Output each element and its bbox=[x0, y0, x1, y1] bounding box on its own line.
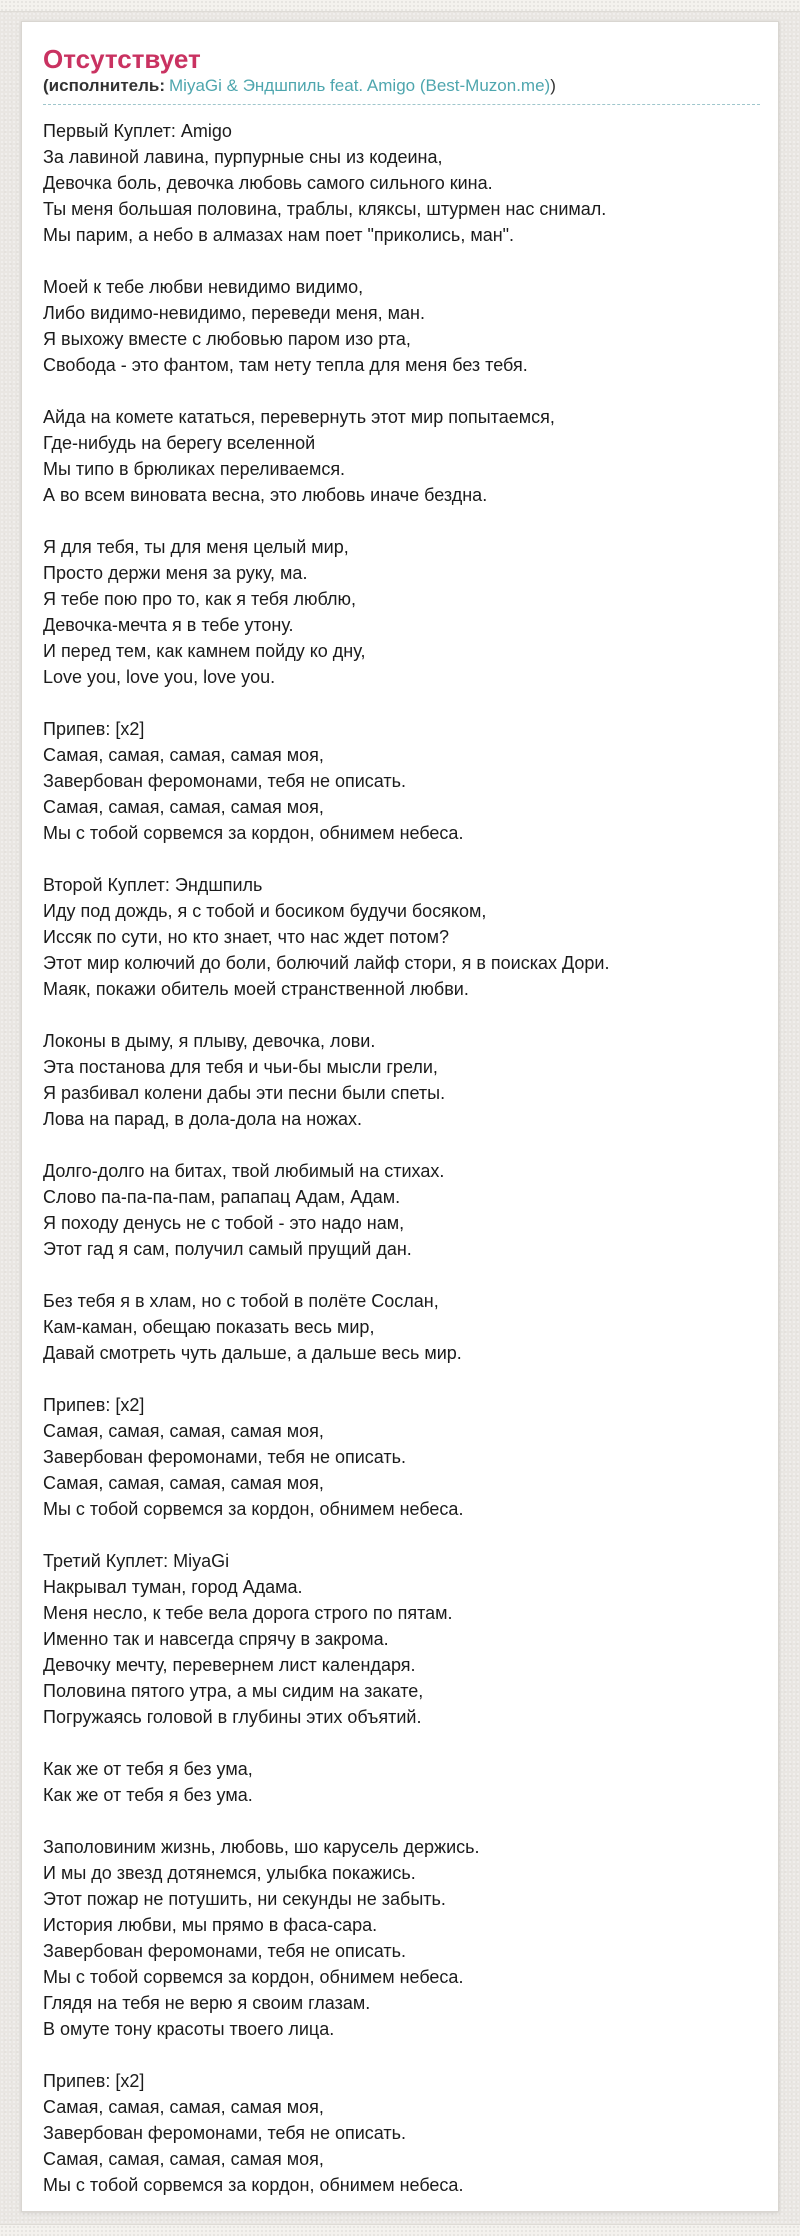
lyrics-line: Заполовиним жизнь, любовь, шо карусель держись. bbox=[43, 1837, 480, 1857]
lyrics-card bbox=[21, 21, 779, 2212]
lyrics-line: Глядя на тебя не верю я своим глазам. bbox=[43, 1993, 371, 2013]
lyrics-line: Именно так и навсегда спрячу в закрома. bbox=[43, 1629, 389, 1649]
lyrics-line: Кам-каман, обещаю показать весь мир, bbox=[43, 1317, 375, 1337]
lyrics-stanza bbox=[43, 1548, 760, 1730]
lyrics-line: Я походу денусь не с тобой - это надо нам, bbox=[43, 1213, 405, 1233]
artist-link[interactable]: MiyaGi & Эндшпиль feat. Amigo (Best-Muzon.me) bbox=[169, 76, 551, 95]
lyrics-line: Завербован феромонами, тебя не описать. bbox=[43, 771, 407, 791]
lyrics-line: За лавиной лавина, пурпурные сны из кодеина, bbox=[43, 147, 443, 167]
lyrics-line: Накрывал туман, город Адама. bbox=[43, 1577, 303, 1597]
lyrics-line: Этот пожар не потушить, ни секунды не забыть. bbox=[43, 1889, 446, 1909]
lyrics-line: Либо видимо-невидимо, переведи меня, ман. bbox=[43, 303, 425, 323]
lyrics-line: Долго-долго на битах, твой любимый на стихах. bbox=[43, 1161, 445, 1181]
lyrics-line: Самая, самая, самая, самая моя, bbox=[43, 745, 324, 765]
lyrics-line: Эта постанова для тебя и чьи-бы мысли грели, bbox=[43, 1057, 438, 1077]
page-title: Отсутствует bbox=[43, 44, 201, 74]
lyrics-line: И перед тем, как камнем пойду ко дну, bbox=[43, 641, 366, 661]
song-header bbox=[43, 45, 760, 105]
lyrics-line: Иссяк по сути, но кто знает, что нас ждет потом? bbox=[43, 927, 449, 947]
lyrics-line: Припев: [x2] bbox=[43, 2071, 145, 2091]
lyrics-line: Я для тебя, ты для меня целый мир, bbox=[43, 537, 349, 557]
lyrics-line: Как же от тебя я без ума. bbox=[43, 1785, 253, 1805]
lyrics bbox=[43, 118, 760, 2198]
lyrics-line: Ты меня большая половина, траблы, кляксы, штурмен нас снимал. bbox=[43, 199, 607, 219]
lyrics-line: И мы до звезд дотянемся, улыбка покажись. bbox=[43, 1863, 416, 1883]
lyrics-line: Мы парим, а небо в алмазах нам поет "приколись, ман". bbox=[43, 225, 515, 245]
lyrics-line: Без тебя я в хлам, но с тобой в полёте Сослан, bbox=[43, 1291, 439, 1311]
lyrics-line: Завербован феромонами, тебя не описать. bbox=[43, 1941, 407, 1961]
lyrics-line: Мы с тобой сорвемся за кордон, обнимем небеса. bbox=[43, 1967, 464, 1987]
lyrics-line: Самая, самая, самая, самая моя, bbox=[43, 797, 324, 817]
lyrics-stanza bbox=[43, 1834, 760, 2042]
artist-line-closing-paren: ) bbox=[550, 76, 556, 95]
lyrics-line: Слово па-па-па-пам, рапапац Адам, Адам. bbox=[43, 1187, 401, 1207]
lyrics-line: Девочку мечту, перевернем лист календаря. bbox=[43, 1655, 416, 1675]
lyrics-line: Самая, самая, самая, самая моя, bbox=[43, 1473, 324, 1493]
lyrics-line: Иду под дождь, я с тобой и босиком будучи босяком, bbox=[43, 901, 487, 921]
lyrics-line: Я выхожу вместе с любовью паром изо рта, bbox=[43, 329, 411, 349]
page-top-edge-strip bbox=[0, 0, 800, 12]
lyrics-line: Припев: [x2] bbox=[43, 1395, 145, 1415]
lyrics-line: Этот гад я сам, получил самый прущий дан. bbox=[43, 1239, 412, 1259]
lyrics-line: Девочка-мечта я в тебе утону. bbox=[43, 615, 294, 635]
lyrics-line: Где-нибудь на берегу вселенной bbox=[43, 433, 316, 453]
lyrics-line: Как же от тебя я без ума, bbox=[43, 1759, 253, 1779]
lyrics-line: Припев: [x2] bbox=[43, 719, 145, 739]
lyrics-stanza bbox=[43, 274, 760, 378]
lyrics-line: В омуте тону красоты твоего лица. bbox=[43, 2019, 335, 2039]
lyrics-line: Завербован феромонами, тебя не описать. bbox=[43, 2123, 407, 2143]
lyrics-stanza bbox=[43, 1158, 760, 1262]
lyrics-line: А во всем виновата весна, это любовь иначе бездна. bbox=[43, 485, 488, 505]
lyrics-line: Я разбивал колени дабы эти песни были спеты. bbox=[43, 1083, 446, 1103]
lyrics-line: Половина пятого утра, а мы сидим на закате, bbox=[43, 1681, 424, 1701]
lyrics-line: Этот мир колючий до боли, болючий лайф стори, я в поисках Дори. bbox=[43, 953, 610, 973]
lyrics-stanza bbox=[43, 1288, 760, 1366]
lyrics-line: Love you, love you, love you. bbox=[43, 667, 276, 687]
lyrics-line: Локоны в дыму, я плыву, девочка, лови. bbox=[43, 1031, 376, 1051]
lyrics-line: Первый Куплет: Amigo bbox=[43, 121, 232, 141]
lyrics-stanza bbox=[43, 404, 760, 508]
lyrics-stanza bbox=[43, 716, 760, 846]
lyrics-line: Меня несло, к тебе вела дорога строго по пятам. bbox=[43, 1603, 453, 1623]
lyrics-stanza bbox=[43, 118, 760, 248]
lyrics-line: Погружаясь головой в глубины этих объятий. bbox=[43, 1707, 422, 1727]
lyrics-line: Маяк, покажи обитель моей странственной любви. bbox=[43, 979, 469, 999]
lyrics-stanza bbox=[43, 1756, 760, 1808]
artist-line bbox=[43, 75, 760, 96]
lyrics-line: Мы с тобой сорвемся за кордон, обнимем небеса. bbox=[43, 1499, 464, 1519]
lyrics-line: Третий Куплет: MiyaGi bbox=[43, 1551, 230, 1571]
lyrics-line: Самая, самая, самая, самая моя, bbox=[43, 2149, 324, 2169]
lyrics-line: Девочка боль, девочка любовь самого сильного кина. bbox=[43, 173, 493, 193]
page-bottom-edge-strip bbox=[0, 2224, 800, 2236]
lyrics-line: Я тебе пою про то, как я тебя люблю, bbox=[43, 589, 356, 609]
lyrics-line: Самая, самая, самая, самая моя, bbox=[43, 2097, 324, 2117]
lyrics-line: Свобода - это фантом, там нету тепла для меня без тебя. bbox=[43, 355, 528, 375]
lyrics-stanza bbox=[43, 872, 760, 1002]
artist-label: (исполнитель: bbox=[43, 76, 166, 95]
lyrics-line: Второй Куплет: Эндшпиль bbox=[43, 875, 263, 895]
lyrics-line: Мы типо в брюликах переливаемся. bbox=[43, 459, 346, 479]
lyrics-line: Завербован феромонами, тебя не описать. bbox=[43, 1447, 407, 1467]
lyrics-line: Мы с тобой сорвемся за кордон, обнимем небеса. bbox=[43, 823, 464, 843]
lyrics-stanza bbox=[43, 2068, 760, 2198]
lyrics-stanza bbox=[43, 534, 760, 690]
lyrics-line: Самая, самая, самая, самая моя, bbox=[43, 1421, 324, 1441]
lyrics-line: Давай смотреть чуть дальше, а дальше весь мир. bbox=[43, 1343, 462, 1363]
lyrics-line: Просто держи меня за руку, ма. bbox=[43, 563, 308, 583]
lyrics-line: Лова на парад, в дола-дола на ножах. bbox=[43, 1109, 363, 1129]
lyrics-line: Моей к тебе любви невидимо видимо, bbox=[43, 277, 364, 297]
lyrics-line: Мы с тобой сорвемся за кордон, обнимем небеса. bbox=[43, 2175, 464, 2195]
lyrics-stanza bbox=[43, 1028, 760, 1132]
lyrics-stanza bbox=[43, 1392, 760, 1522]
lyrics-line: Айда на комете кататься, перевернуть этот мир попытаемся, bbox=[43, 407, 555, 427]
lyrics-line: История любви, мы прямо в фаса-сара. bbox=[43, 1915, 378, 1935]
